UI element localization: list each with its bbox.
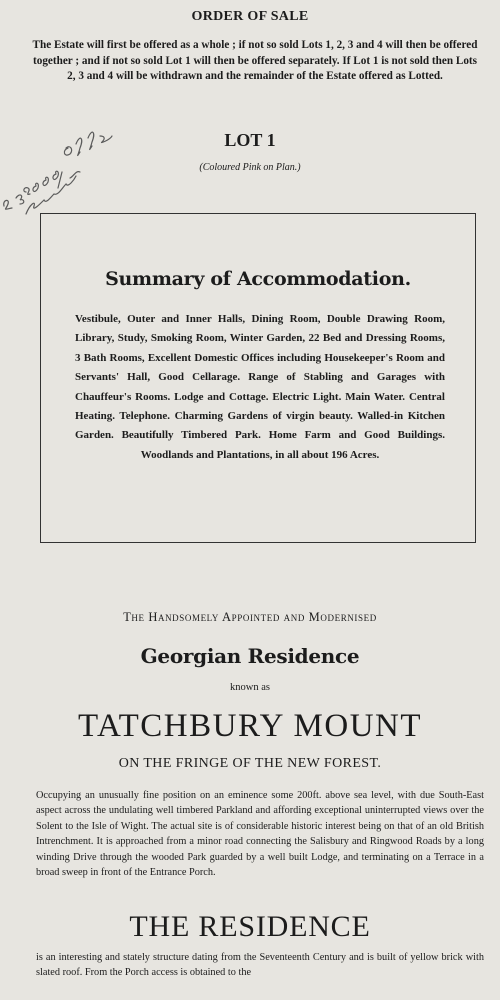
lot-title: LOT 1 [224,130,276,150]
summary-of-accommodation-box [40,213,476,543]
known-as-label: known as [230,682,270,693]
property-location: ON THE FRINGE OF THE NEW FOREST. [118,756,382,771]
order-of-sale-title: ORDER OF SALE [191,9,309,24]
residence-text: is an interesting and stately structure dating from the Seventeenth Century and is built of yellow brick with slated roof. From the Porch access is obtained to the [36,952,484,979]
residence-heading: THE RESIDENCE [129,910,371,943]
order-of-sale-text: The Estate will first be offered as a whole ; if not so sold Lots 1, 2, 3 and 4 will then be offered together ; and if not so sold Lot 1 will then be offered separately. If Lot 1 is not sold then Lots 2, 3 and 4 will be withdrawn and the remainder of the Estate offered as Lotted. [32,39,478,82]
lot-subtitle: (Coloured Pink on Plan.) [199,162,301,173]
summary-text: Vestibule, Outer and Inner Halls, Dining Room, Double Drawing Room, Library, Study, Smoking Room, Winter Garden, 22 Bed and Dressing Rooms, 3 Bath Rooms, Excellent Domestic Offices including Housekeeper's Room and Servants' Hall, Good Cellarage. Range of Stabling and Garages with Chauffeur's Rooms. Lodge and Cottage. Electric Light. Main Water. Central Heating. Telephone. Charming Gardens of virgin beauty. Walled-in Kitchen Garden. Beautifully Timbered Park. Home Farm and Good Buildings. Woodlands and Plantations, in all about 196 Acres. [75,313,445,461]
summary-heading: Summary of Accommodation. [105,268,411,290]
property-description: Occupying an unusually fine position on an eminence some 200ft. above sea level, with due South-East aspect across the undulating well timbered Parkland and affording exceptional uninterrupted views over the Solent to the Isle of Wight. The actual site is of considerable historic interest being on that of an old British Intrenchment. It is approached from a minor road connecting the Salisbury and Ringwood Roads by a long winding Drive through the wooded Park guarded by a well built Lodge, and terminating on a Terrace in a broad sweep in front of the Entrance Porch. [36,790,484,879]
property-name: TATCHBURY MOUNT [77,708,423,744]
property-intro: The Handsomely Appointed and Modernised [123,610,377,624]
property-style: Georgian Residence [140,644,360,668]
